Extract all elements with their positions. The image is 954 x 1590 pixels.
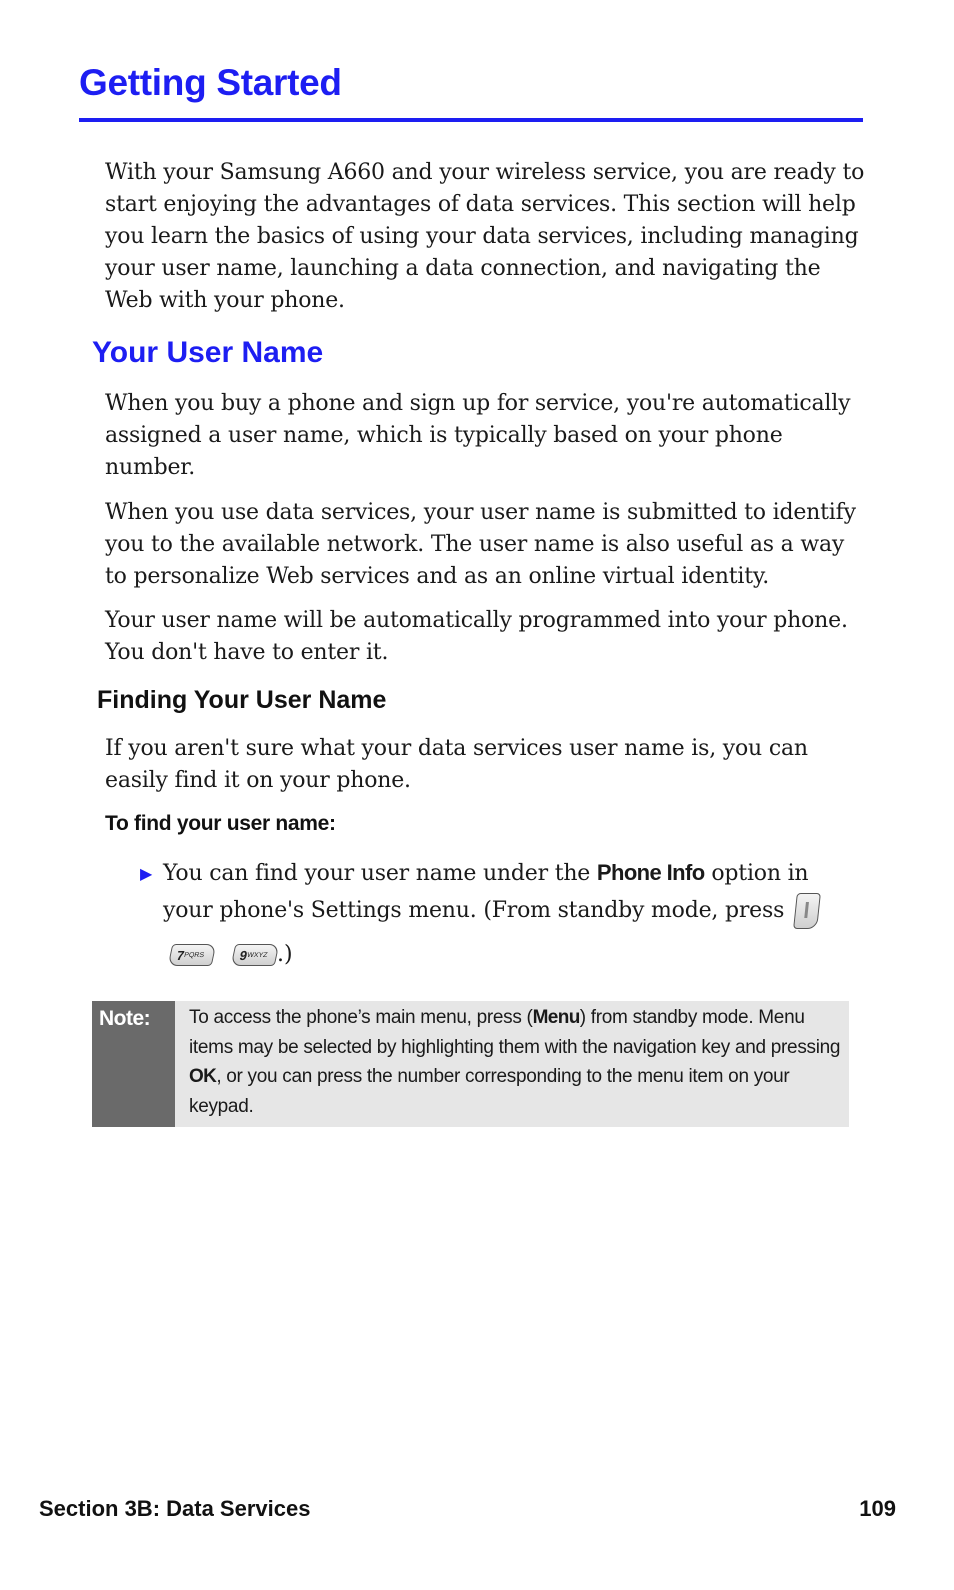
page-title: Getting Started: [79, 62, 342, 103]
step-text-before: You can find your user name under the: [163, 861, 597, 886]
procedure-step: [163, 854, 863, 929]
paragraph-user-name-assigned: When you buy a phone and sign up for service, you're automatically assigned a user name, which is typically based on your phone number.: [105, 391, 851, 480]
paragraph-user-name-identify: When you use data services, your user name is submitted to identify you to the available network. The user name is also useful as a way to personalize Web services and as an online virtual identity.: [105, 500, 856, 589]
subsection-heading: Finding Your User Name: [97, 686, 387, 714]
key-9-icon: $9^{WXYZ}$: [231, 944, 280, 966]
note-text: To access the phone’s main menu, press (Menu) from standby mode. Menu items may be selected by highlighting them with the navigation key and pressing OK, or you can press the number corresponding to the menu item on your keypad.: [189, 1007, 841, 1117]
paragraph-user-name-programmed: Your user name will be automatically programmed into your phone. You don't have to enter it.: [105, 608, 848, 665]
title-rule: [79, 118, 863, 122]
key-sequence: [170, 942, 293, 967]
paragraph-finding-user-name: If you aren't sure what your data services user name is, you can easily find it on your phone.: [105, 736, 808, 793]
menu-keyword: Menu: [532, 1007, 580, 1028]
intro-paragraph: With your Samsung A660 and your wireless service, you are ready to start enjoying the advantages of data services. This section will help you learn the basics of using your data services, including managing your user name, launching a data connection, and navigating the Web with your phone.: [105, 160, 865, 313]
note-box: [92, 1001, 849, 1127]
step-text-after: option in your phone's Settings menu. (From standby mode, press: [163, 861, 809, 923]
footer-section-title: Section 3B: Data Services: [39, 1496, 311, 1521]
step-closing: .): [277, 942, 293, 967]
footer-page-number: 109: [859, 1496, 896, 1521]
procedure-heading: To find your user name:: [105, 812, 336, 835]
bullet-arrow-icon: ▶: [140, 864, 153, 883]
phone-info-keyword: Phone Info: [596, 860, 705, 885]
section-heading: Your User Name: [92, 336, 324, 369]
note-label-cell: [92, 1001, 175, 1127]
note-label: Note:: [99, 1007, 151, 1030]
menu-key-icon: [793, 893, 821, 929]
key-7-icon: $7^{PQRS}$: [168, 944, 217, 966]
ok-keyword: OK: [189, 1066, 217, 1087]
